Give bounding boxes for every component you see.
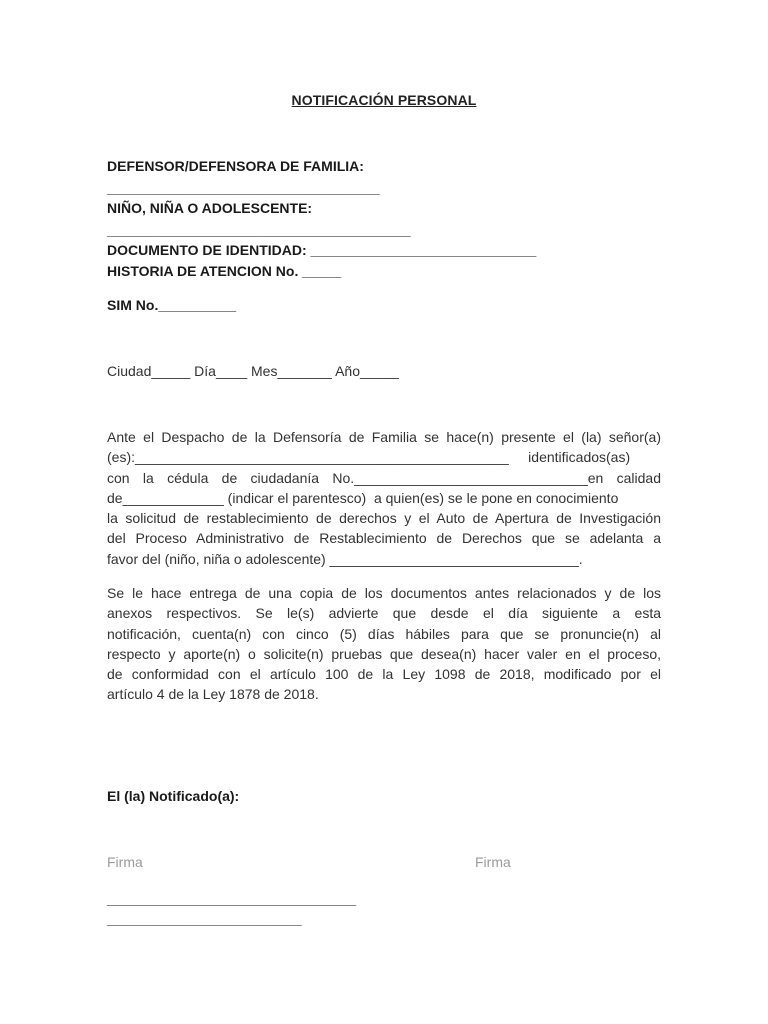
documento-identidad-field: DOCUMENTO DE IDENTIDAD: _____________________________: [107, 242, 537, 258]
signature-line-secondary: _________________________: [107, 911, 302, 927]
paragraph-line: del Proceso Administrativo de Restablecimiento de Derechos que se adelanta a: [107, 530, 661, 547]
firma-left-label: Firma: [107, 854, 143, 870]
paragraph-line: respecto y aporte(n) o solicite(n) pruebas que desea(n) hacer valer en el proceso,: [107, 645, 661, 662]
paragraph-line: Se le hace entrega de una copia de los documentos antes relacionados y de los: [107, 585, 661, 601]
paragraph-line: la solicitud de restablecimiento de derechos y el Auto de Apertura de Investigación: [107, 510, 661, 527]
paragraph-presentation: [107, 427, 661, 569]
defensor-blank-line: ___________________________________: [107, 180, 380, 196]
firma-right-label: Firma: [475, 854, 511, 870]
paragraph-line: anexos respectivos. Se le(s) advierte que desde el día siguiente a esta: [107, 605, 661, 622]
paragraph-line: Ante el Despacho de la Defensoría de Familia se hace(n) presente el (la) señor(a): [107, 429, 661, 445]
notificado-label: El (la) Notificado(a):: [107, 788, 240, 804]
date-location-line: Ciudad_____ Día____ Mes_______ Año_____: [107, 363, 399, 379]
sim-number-field: SIM No.__________: [107, 297, 237, 313]
nino-label: NIÑO, NIÑA O ADOLESCENTE:: [107, 200, 313, 216]
paragraph-line: de conformidad con el artículo 100 de la Ley 1098 de 2018, modificado por el: [107, 666, 661, 683]
defensor-label: DEFENSOR/DEFENSORA DE FAMILIA:: [107, 158, 364, 174]
document-title: NOTIFICACIÓN PERSONAL: [291, 92, 477, 108]
paragraph-line: (es):________________________________________________ identificados(as): [107, 449, 631, 466]
paragraph-line: de_____________ (indicar el parentesco) a quien(es) se le pone en conocimiento: [107, 489, 619, 506]
paragraph-line: notificación, cuenta(n) con cinco (5) días hábiles para que se pronuncie(n) al: [107, 625, 661, 642]
signature-line: ________________________________: [107, 891, 357, 907]
paragraph-line: favor del (niño, niña o adolescente) ________________________________.: [107, 550, 583, 567]
paragraph-line: con la cédula de ciudadanía No.______________________________en calidad: [107, 469, 661, 486]
paragraph-line: artículo 4 de la Ley 1878 de 2018.: [107, 686, 319, 703]
paragraph-notice: [107, 583, 661, 705]
nino-blank-line: _______________________________________: [107, 222, 411, 238]
historia-atencion-field: HISTORIA DE ATENCION No. _____: [107, 263, 342, 279]
